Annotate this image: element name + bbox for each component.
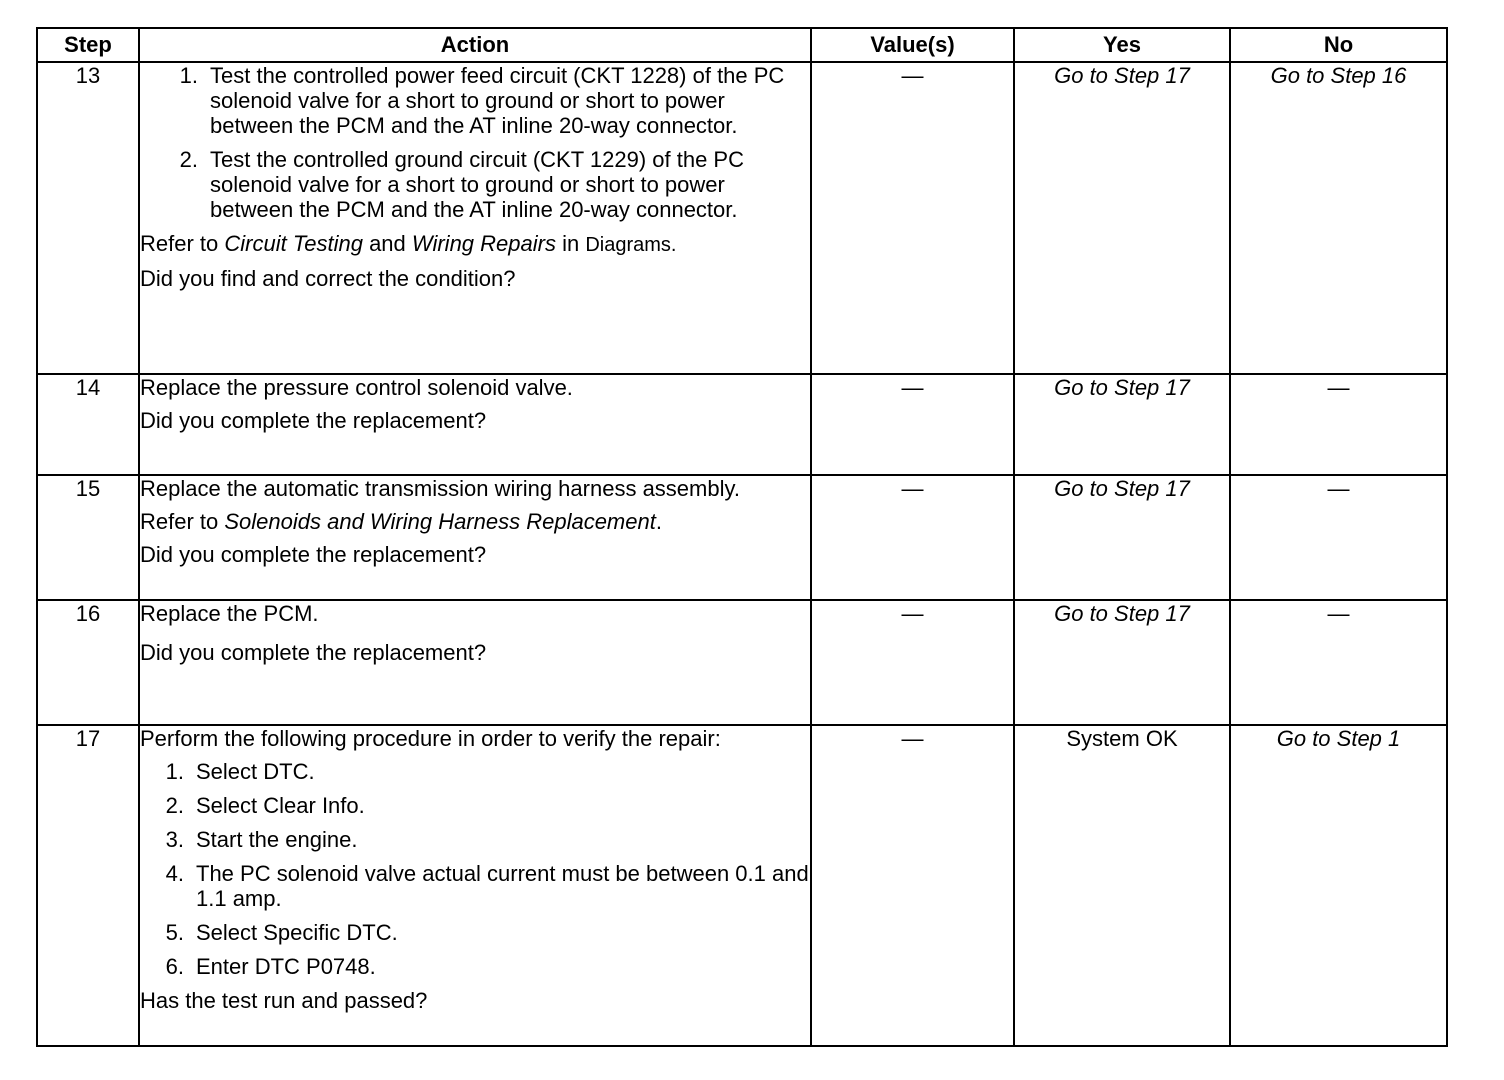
link-wiring-repairs[interactable]: Wiring Repairs [411, 231, 556, 256]
question-text: Did you complete the replacement? [140, 542, 487, 567]
question-text: Has the test run and passed? [140, 988, 428, 1013]
link-solenoids-replacement[interactable]: Solenoids and Wiring Harness Replacement [224, 509, 656, 534]
list-item: 2. Test the controlled ground circuit (CKT 1229) of the PC solenoid valve for a short to ground or short to power between the PCM and the AT inline 20-way connector. [140, 147, 810, 222]
action-cell [139, 62, 811, 374]
value-cell: — [811, 374, 1014, 475]
step-number: 16 [37, 600, 139, 725]
header-values: Value(s) [811, 28, 1014, 62]
diagnostic-table [36, 27, 1448, 1047]
no-cell: — [1230, 600, 1447, 725]
header-yes: Yes [1014, 28, 1230, 62]
step-number: 15 [37, 475, 139, 600]
table-row-step-15 [37, 475, 1447, 600]
value-cell: — [811, 600, 1014, 725]
header-row [37, 28, 1447, 62]
question-text: Did you find and correct the condition? [140, 266, 516, 291]
header-action: Action [139, 28, 811, 62]
link-circuit-testing[interactable]: Circuit Testing [224, 231, 363, 256]
action-text: Replace the PCM. [140, 601, 319, 626]
header-no: No [1230, 28, 1447, 62]
list-item-text: Select Clear Info. [196, 793, 365, 818]
yes-link[interactable]: Go to Step 17 [1014, 62, 1230, 374]
refer-line [140, 509, 810, 534]
no-cell: — [1230, 374, 1447, 475]
list-item-text: Test the controlled power feed circuit (CKT 1228) of the PC solenoid valve for a short to ground or short to power between the PCM and the AT inline 20-way connector. [210, 63, 785, 138]
step-number: 13 [37, 62, 139, 374]
table-row-step-16 [37, 600, 1447, 725]
no-link[interactable]: Go to Step 1 [1230, 725, 1447, 1046]
action-cell [139, 725, 811, 1046]
refer-prefix: Refer to [140, 231, 225, 256]
refer-mid: and [362, 231, 412, 256]
no-link[interactable]: Go to Step 16 [1230, 62, 1447, 374]
list-item-text: The PC solenoid valve actual current must be between 0.1 and 1.1 amp. [196, 861, 809, 911]
action-cell [139, 600, 811, 725]
list-item: 1. Select DTC. [140, 759, 810, 784]
action-intro: Perform the following procedure in order to verify the repair: [140, 726, 721, 751]
action-text: Replace the pressure control solenoid valve. [140, 375, 573, 400]
question-text: Did you complete the replacement? [140, 408, 487, 433]
list-item: 6. Enter DTC P0748. [140, 954, 810, 979]
value-cell: — [811, 62, 1014, 374]
list-item-text: Start the engine. [196, 827, 358, 852]
list-item-text: Enter DTC P0748. [196, 954, 376, 979]
yes-result: System OK [1014, 725, 1230, 1046]
list-item: 1. Test the controlled power feed circuit (CKT 1228) of the PC solenoid valve for a short to ground or short to power between the PCM and the AT inline 20-way connector. [140, 63, 810, 138]
table-row-step-14 [37, 374, 1447, 475]
yes-link[interactable]: Go to Step 17 [1014, 374, 1230, 475]
step-number: 14 [37, 374, 139, 475]
list-item: 5. Select Specific DTC. [140, 920, 810, 945]
action-text: Replace the automatic transmission wiring harness assembly. [140, 476, 740, 501]
yes-link[interactable]: Go to Step 17 [1014, 475, 1230, 600]
refer-in: in [555, 231, 586, 256]
no-cell: — [1230, 475, 1447, 600]
link-diagrams[interactable]: Diagrams. [585, 234, 677, 256]
list-item-text: Select Specific DTC. [196, 920, 398, 945]
question-text: Did you complete the replacement? [140, 640, 487, 665]
action-list [140, 759, 810, 979]
table-row-step-13 [37, 62, 1447, 374]
value-cell: — [811, 475, 1014, 600]
list-item: 2. Select Clear Info. [140, 793, 810, 818]
refer-prefix: Refer to [140, 509, 225, 534]
header-step: Step [37, 28, 139, 62]
yes-link[interactable]: Go to Step 17 [1014, 600, 1230, 725]
refer-line [140, 231, 810, 258]
action-cell [139, 475, 811, 600]
table-row-step-17 [37, 725, 1447, 1046]
refer-suffix: . [655, 509, 662, 534]
list-item: 3. Start the engine. [140, 827, 810, 852]
list-item-text: Select DTC. [196, 759, 315, 784]
list-item: 4. The PC solenoid valve actual current must be between 0.1 and 1.1 amp. [165, 861, 809, 911]
list-item-text: Test the controlled ground circuit (CKT 1229) of the PC solenoid valve for a short to ground or short to power between the PCM and the AT inline 20-way connector. [210, 147, 744, 222]
action-cell [139, 374, 811, 475]
action-list [140, 63, 810, 222]
value-cell: — [811, 725, 1014, 1046]
step-number: 17 [37, 725, 139, 1046]
